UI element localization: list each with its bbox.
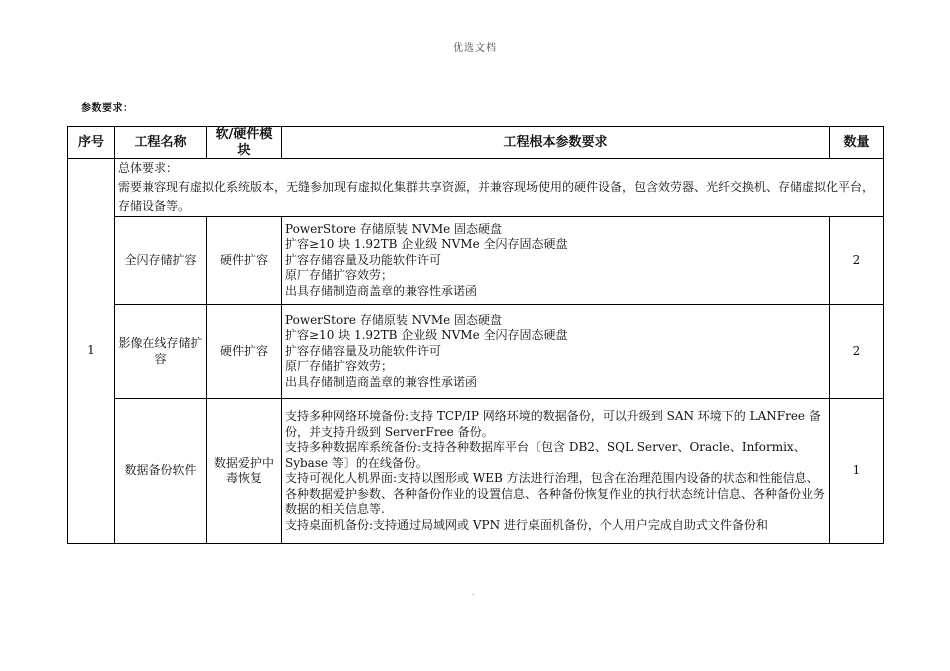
quantity-cell: 2	[830, 305, 884, 399]
requirement-paragraph: 支持多种网络环境备份:支持 TCP/IP 网络环境的数据备份，可以升级到 SAN 环境下的 LANFree 备份，并支持升级到 ServerFree 备份。	[285, 409, 821, 439]
general-requirement-row	[68, 159, 884, 217]
section-title: 参数要求：	[81, 103, 134, 114]
quantity-cell: 1	[830, 399, 884, 544]
requirement-paragraph: 支持桌面机备份:支持通过局域网或 VPN 进行桌面机备份，个人用户完成自助式文件备份和	[285, 517, 768, 532]
col-header-project-name: 工程名称	[115, 127, 207, 159]
table-header-row	[68, 127, 884, 159]
col-header-index: 序号	[68, 127, 115, 159]
requirement-line: 出具存储制造商盖章的兼容性承诺函	[285, 283, 478, 298]
col-header-module: 软/硬件模块	[207, 127, 282, 159]
quantity-cell: 2	[830, 217, 884, 305]
requirements-cell	[282, 305, 830, 399]
requirement-line: 原厂存储扩容效劳；	[285, 268, 394, 283]
page-watermark: 优选文档	[453, 43, 497, 54]
requirements-cell	[282, 399, 830, 544]
row-index: 1	[68, 159, 115, 544]
general-requirement-cell	[115, 159, 884, 217]
table-row	[68, 217, 884, 305]
project-name-cell: 影像在线存储扩容	[115, 305, 207, 399]
module-cell: 硬件扩容	[207, 305, 282, 399]
col-header-requirements: 工程根本参数要求	[282, 127, 830, 159]
requirement-line: 扩容≥10 块 1.92TB 企业级 NVMe 全闪存固态硬盘	[285, 328, 568, 343]
general-text: 需要兼容现有虚拟化系统版本，无缝参加现有虚拟化集群共享资源，并兼容现场使用的硬件设备，包含效劳器、光纤交换机、存储虚拟化平台，存储设备等。	[118, 180, 875, 213]
table-row	[68, 305, 884, 399]
table-row	[68, 399, 884, 544]
col-header-quantity: 数量	[830, 127, 884, 159]
requirement-line: 扩容存储容量及功能软件许可	[285, 252, 442, 267]
requirements-table	[67, 126, 884, 544]
requirement-paragraph: 支持可视化人机界面:支持以图形或 WEB 方法进行治理，包含在治理范围内设备的状态和性能信息、各种数据爱护参数、各种备份作业的设置信息、各种备份恢复作业的执行状态统计信息、各种备份业务数据的相关信息等.	[285, 471, 826, 516]
requirements-cell	[282, 217, 830, 305]
requirement-line: PowerStore 存储原装 NVMe 固态硬盘	[285, 312, 503, 327]
requirement-line: 扩容≥10 块 1.92TB 企业级 NVMe 全闪存固态硬盘	[285, 237, 568, 252]
requirement-paragraph: 支持多种数据库系统备份:支持各种数据库平台〔包含 DB2、SQL Server、Oracle、Informix、Sybase 等〕的在线备份。	[285, 440, 806, 470]
module-cell: 数据爱护中毒恢复	[207, 399, 282, 544]
requirement-line: 原厂存储扩容效劳；	[285, 359, 394, 374]
requirement-line: PowerStore 存储原装 NVMe 固态硬盘	[285, 221, 503, 236]
general-heading: 总体要求：	[118, 161, 179, 175]
project-name-cell: 数据备份软件	[115, 399, 207, 544]
requirement-line: 出具存储制造商盖章的兼容性承诺函	[285, 374, 478, 389]
requirement-line: 扩容存储容量及功能软件许可	[285, 343, 442, 358]
footer-mark: .	[472, 588, 475, 597]
module-cell: 硬件扩容	[207, 217, 282, 305]
project-name-cell: 全闪存储扩容	[115, 217, 207, 305]
